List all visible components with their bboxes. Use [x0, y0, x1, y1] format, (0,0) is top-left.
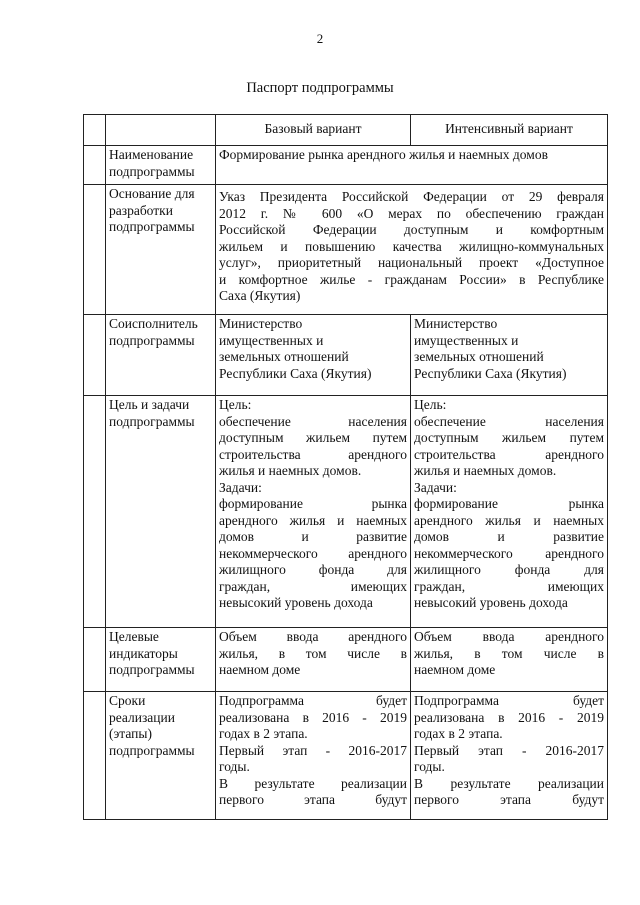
table-header-row: [84, 115, 608, 146]
empty-cell: [84, 396, 106, 628]
subprogram-name: Формирование рынка арендного жилья и наемных домов: [216, 146, 608, 185]
terms-intensive: Подпрограмма будет реализована в 2016 - 2019 годах в 2 этапа. Первый этап - 2016-2017 годы. В результате реализации первого этапа будут: [411, 692, 608, 820]
header-intensive-variant: Интенсивный вариант: [411, 115, 608, 146]
empty-cell: [84, 628, 106, 692]
page-number: 2: [316, 31, 324, 46]
header-base-variant: Базовый вариант: [216, 115, 411, 146]
table-row-indicators: [84, 628, 608, 692]
empty-cell: [106, 115, 216, 146]
row-label: Наименование подпрограммы: [106, 146, 216, 185]
empty-cell: [84, 315, 106, 396]
indicators-base: Объем ввода арендного жилья, в том числе в наемном доме: [216, 628, 411, 692]
row-label: Сроки реализации (этапы) подпрограммы: [106, 692, 216, 820]
empty-cell: [84, 146, 106, 185]
row-label: Цель и задачи подпрограммы: [106, 396, 216, 628]
table-row-terms: [84, 692, 608, 820]
row-label: Основание для разработки подпрограммы: [106, 185, 216, 315]
table-row-name: [84, 146, 608, 185]
empty-cell: [84, 185, 106, 315]
row-label: Целевые индикаторы подпрограммы: [106, 628, 216, 692]
passport-table: [83, 114, 608, 820]
terms-base: Подпрограмма будет реализована в 2016 - 2019 годах в 2 этапа. Первый этап - 2016-2017 годы. В результате реализации первого этапа будут: [216, 692, 411, 820]
table-row-coexecutor: [84, 315, 608, 396]
table-row-goal: [84, 396, 608, 628]
basis-text: Указ Президента Российской Федерации от 29 февраля 2012 г. № 600 «О мерах по обеспечению граждан Российской Федерации доступным и комфортным жильем и повышению качества жилищно-коммунальных услуг», приоритетный национальный проект «Доступное и комфортное жилье - гражданам России» в Республике Саха (Якутия): [216, 185, 608, 315]
goal-base: Цель: обеспечение населения доступным жильем путем строительства арендного жилья и наемных домов. Задачи: формирование рынка арендного жилья и наемных домов и развитие некоммерческого арендного жилищного фонда для граждан, имеющих невысокий уровень дохода: [216, 396, 411, 628]
empty-cell: [84, 692, 106, 820]
coexecutor-base: Министерство имущественных и земельных отношений Республики Саха (Якутия): [216, 315, 411, 396]
row-label: Соисполнитель подпрограммы: [106, 315, 216, 396]
document-title: Паспорт подпрограммы: [246, 80, 394, 96]
empty-cell: [84, 115, 106, 146]
table-row-basis: [84, 185, 608, 315]
goal-intensive: Цель: обеспечение населения доступным жильем путем строительства арендного жилья и наемных домов. Задачи: формирование рынка арендного жилья и наемных домов и развитие некоммерческого арендного жилищного фонда для граждан, имеющих невысокий уровень дохода: [411, 396, 608, 628]
indicators-intensive: Объем ввода арендного жилья, в том числе в наемном доме: [411, 628, 608, 692]
coexecutor-intensive: Министерство имущественных и земельных отношений Республики Саха (Якутия): [411, 315, 608, 396]
